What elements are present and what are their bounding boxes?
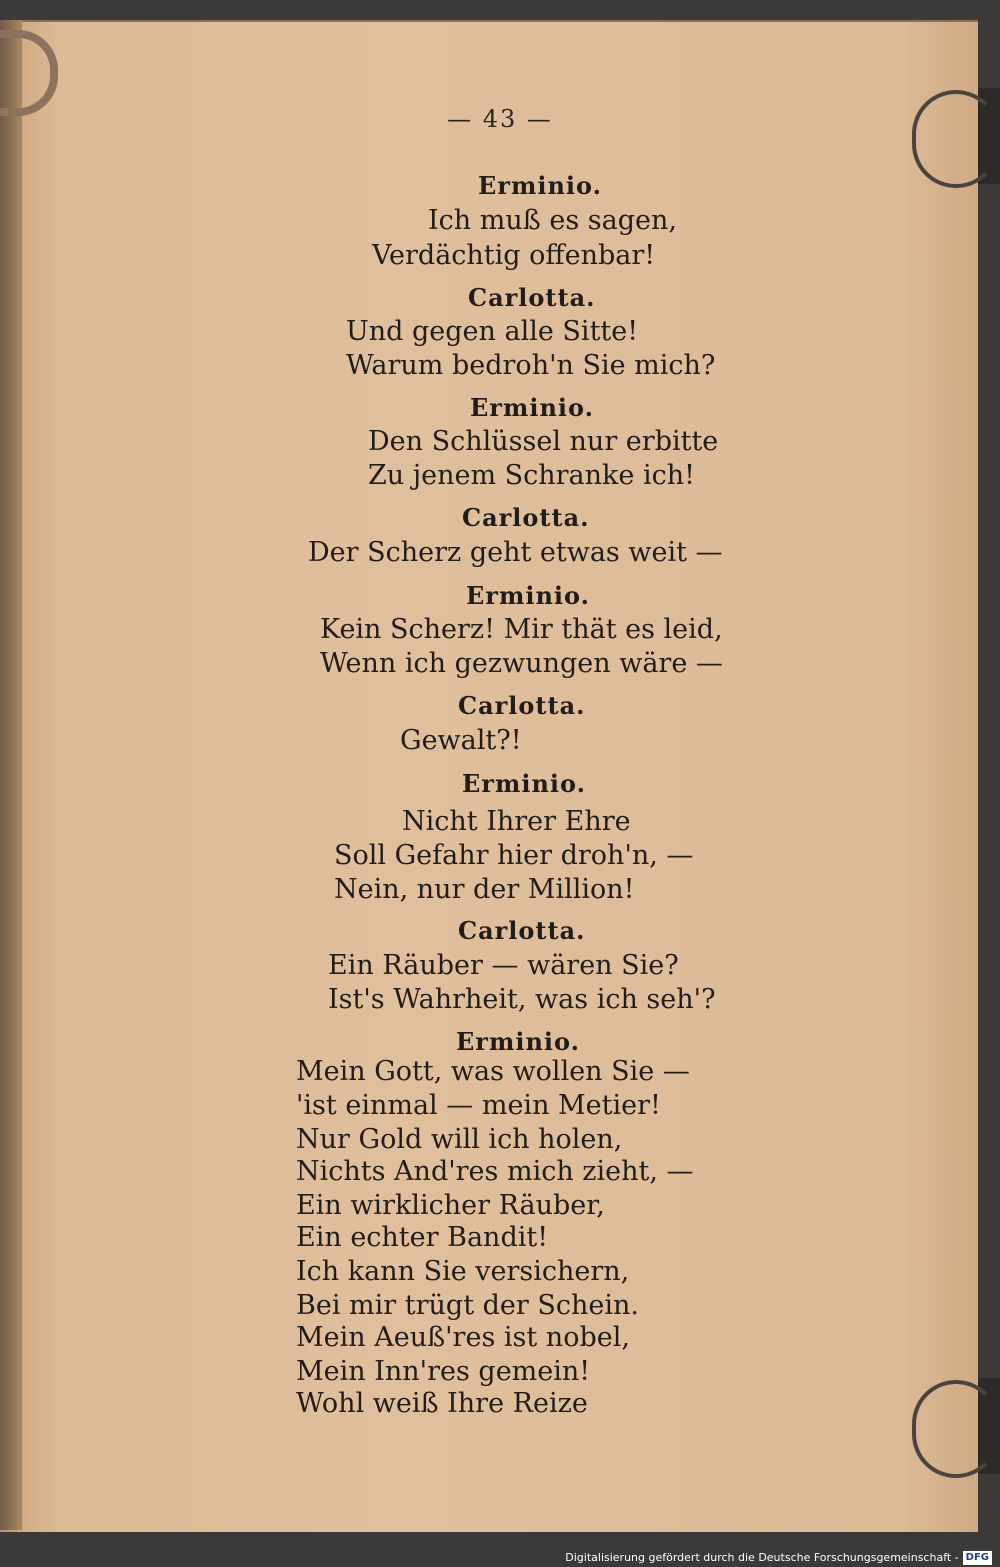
verse-line: Gewalt?! [400, 725, 522, 756]
verse-line: Wohl weiß Ihre Reize [296, 1388, 588, 1419]
speaker-erminio: Erminio. [466, 581, 590, 610]
verse-line: Verdächtig offenbar! [372, 240, 656, 271]
verse-line: Ein Räuber — wären Sie? [328, 950, 679, 981]
binding-ring-bottom [912, 1380, 1000, 1478]
speaker-carlotta: Carlotta. [458, 916, 586, 945]
verse-line: Nicht Ihrer Ehre [402, 806, 631, 837]
verse-line: Ist's Wahrheit, was ich seh'? [328, 984, 716, 1015]
verse-line: Zu jenem Schranke ich! [368, 460, 695, 491]
verse-line: Mein Gott, was wollen Sie — [296, 1056, 690, 1087]
book-spine [0, 20, 22, 1530]
speaker-carlotta: Carlotta. [462, 503, 590, 532]
verse-line: Warum bedroh'n Sie mich? [346, 350, 716, 381]
verse-line: Den Schlüssel nur erbitte [368, 426, 719, 457]
verse-line: Kein Scherz! Mir thät es leid, [320, 614, 723, 645]
speaker-erminio: Erminio. [462, 769, 586, 798]
credit-text: Digitalisierung gefördert durch die Deutsche Forschungsgemeinschaft - [565, 1551, 959, 1564]
speaker-carlotta: Carlotta. [458, 691, 586, 720]
verse-line: Mein Inn'res gemein! [296, 1356, 591, 1387]
speaker-erminio: Erminio. [470, 393, 594, 422]
verse-line: Ich muß es sagen, [428, 205, 677, 236]
dfg-logo-icon: DFG [963, 1551, 992, 1565]
verse-line: Ich kann Sie versichern, [296, 1256, 630, 1287]
verse-line: Nur Gold will ich holen, [296, 1124, 623, 1155]
verse-line: 'ist einmal — mein Metier! [296, 1090, 661, 1121]
verse-line: Nein, nur der Million! [334, 874, 635, 905]
page-number: — 43 — [447, 105, 553, 133]
verse-line: Bei mir trügt der Schein. [296, 1290, 639, 1321]
verse-line: Ein echter Bandit! [296, 1222, 549, 1253]
speaker-carlotta: Carlotta. [468, 283, 596, 312]
verse-line: Mein Aeuß'res ist nobel, [296, 1322, 630, 1353]
verse-line: Wenn ich gezwungen wäre — [320, 648, 723, 679]
speaker-erminio: Erminio. [456, 1027, 580, 1056]
verse-line: Und gegen alle Sitte! [346, 316, 639, 347]
verse-line: Ein wirklicher Räuber, [296, 1190, 605, 1221]
verse-line: Der Scherz geht etwas weit — [308, 537, 723, 568]
verse-line: Soll Gefahr hier droh'n, — [334, 840, 694, 871]
verse-line: Nichts And'res mich zieht, — [296, 1156, 694, 1187]
speaker-erminio: Erminio. [478, 171, 602, 200]
digitization-credit [0, 1548, 992, 1567]
